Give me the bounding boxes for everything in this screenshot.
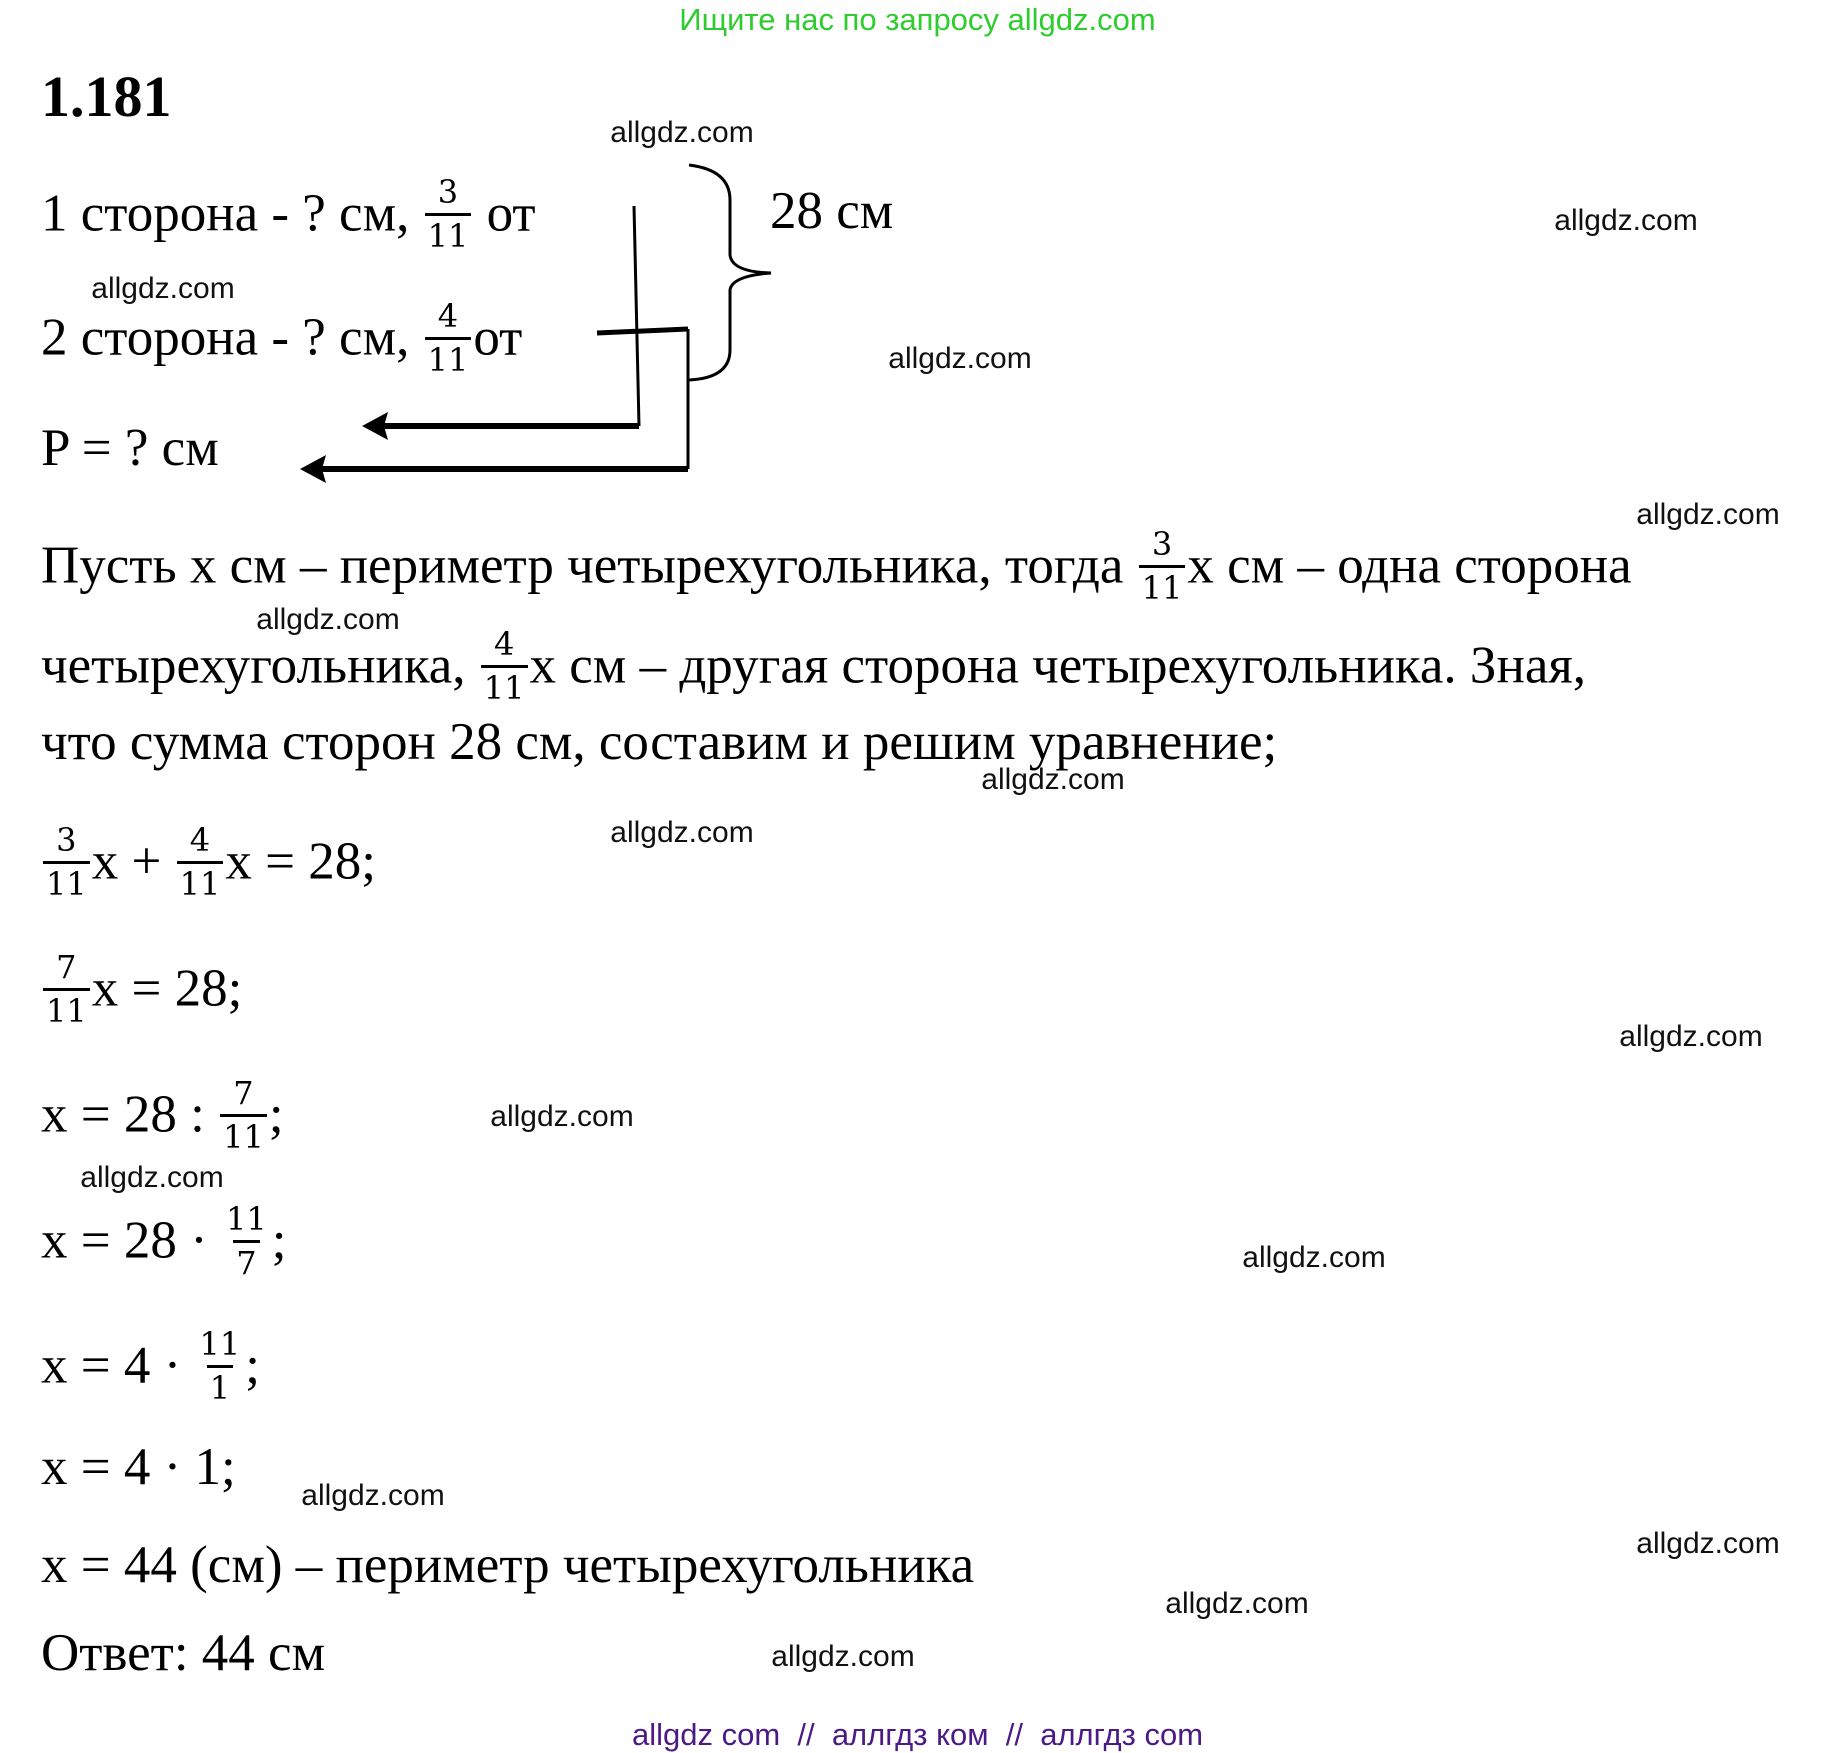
text: x см – другая сторона четырехугольника. Зная, <box>529 636 1586 695</box>
text: x = 4 · <box>41 1336 182 1395</box>
solution-line-3: что сумма сторон 28 см, составим и решим уравнение; <box>41 713 1278 771</box>
solution-line-1 <box>41 525 1632 611</box>
side1-suffix: от <box>486 184 536 243</box>
footer-links: allgdz com // аллгдз ком // аллгдз com <box>631 1717 1204 1752</box>
equation-2 <box>41 948 243 1034</box>
watermark: allgdz.com <box>91 272 235 305</box>
text: x = 28; <box>225 832 376 891</box>
fraction <box>220 1075 267 1156</box>
denominator: 11 <box>1139 565 1186 607</box>
watermark: allgdz.com <box>1636 1527 1780 1560</box>
numerator: 4 <box>189 821 211 859</box>
solution-line-2 <box>41 625 1586 711</box>
fraction <box>177 822 224 903</box>
arrow-side2-to-perimeter <box>300 329 688 483</box>
side2-label: 2 сторона - ? см, <box>41 308 410 367</box>
watermark: allgdz.com <box>1165 1587 1309 1620</box>
text: x + <box>91 832 162 891</box>
numerator: 7 <box>233 1074 254 1112</box>
text: x = 28 · <box>41 1211 208 1270</box>
fraction <box>223 1201 270 1282</box>
fraction <box>43 822 90 903</box>
watermark: allgdz.com <box>80 1161 224 1194</box>
numerator: 4 <box>493 625 515 663</box>
arrow-side1-to-perimeter <box>362 206 639 440</box>
equation-7: x = 44 (см) – периметр четырехугольника <box>41 1536 975 1594</box>
denominator: 7 <box>233 1240 259 1282</box>
denominator: 11 <box>43 861 90 903</box>
numerator: 3 <box>437 173 459 211</box>
denominator: 11 <box>481 665 528 707</box>
watermark: allgdz.com <box>1636 498 1780 531</box>
search-banner: Ищите нас по запросу allgdz.com <box>679 2 1156 37</box>
denominator: 11 <box>177 861 224 903</box>
numerator: 3 <box>1151 525 1173 563</box>
text: x см – одна сторона <box>1187 536 1632 595</box>
equation-4 <box>41 1200 287 1286</box>
text: x = 28 : <box>41 1085 205 1144</box>
watermark: allgdz.com <box>888 342 1032 375</box>
fraction <box>197 1326 244 1407</box>
numerator: 11 <box>226 1200 267 1238</box>
watermark: allgdz.com <box>490 1100 634 1133</box>
watermark: allgdz.com <box>301 1479 445 1512</box>
answer: Ответ: 44 см <box>41 1624 326 1682</box>
given-sum: 28 см <box>770 182 894 240</box>
watermark: allgdz.com <box>1554 204 1698 237</box>
watermark: allgdz.com <box>256 603 400 636</box>
numerator: 4 <box>437 297 459 335</box>
numerator: 3 <box>56 821 77 859</box>
denominator: 11 <box>220 1114 267 1156</box>
text: ; <box>268 1085 284 1144</box>
text: Пусть x см – периметр четырехугольника, тогда <box>41 536 1124 595</box>
equation-5 <box>41 1325 260 1411</box>
given-perimeter: P = ? см <box>41 419 219 477</box>
watermark: allgdz.com <box>1619 1020 1763 1053</box>
fraction <box>1139 526 1186 607</box>
denominator: 11 <box>43 988 90 1030</box>
side2-suffix: от <box>473 308 523 367</box>
equation-1 <box>41 821 376 907</box>
text: четырехугольника, <box>41 636 466 695</box>
numerator: 11 <box>199 1325 241 1363</box>
text: ; <box>271 1211 287 1270</box>
problem-number: 1.181 <box>41 64 172 129</box>
watermark: allgdz.com <box>610 116 754 149</box>
numerator: 7 <box>56 948 77 986</box>
fraction <box>481 626 528 707</box>
brace-icon <box>689 165 771 380</box>
denominator: 11 <box>425 337 472 379</box>
denominator: 1 <box>207 1365 233 1407</box>
text: ; <box>245 1336 260 1395</box>
denominator: 11 <box>425 213 472 255</box>
equation-3 <box>41 1074 284 1160</box>
side1-label: 1 сторона - ? см, <box>41 184 410 243</box>
watermark: allgdz.com <box>1242 1241 1386 1274</box>
watermark: allgdz.com <box>981 763 1125 796</box>
watermark: allgdz.com <box>771 1640 915 1673</box>
fraction <box>43 949 90 1030</box>
equation-6: x = 4 · 1; <box>41 1438 236 1496</box>
text: x = 28; <box>91 959 243 1018</box>
watermark: allgdz.com <box>610 816 754 849</box>
